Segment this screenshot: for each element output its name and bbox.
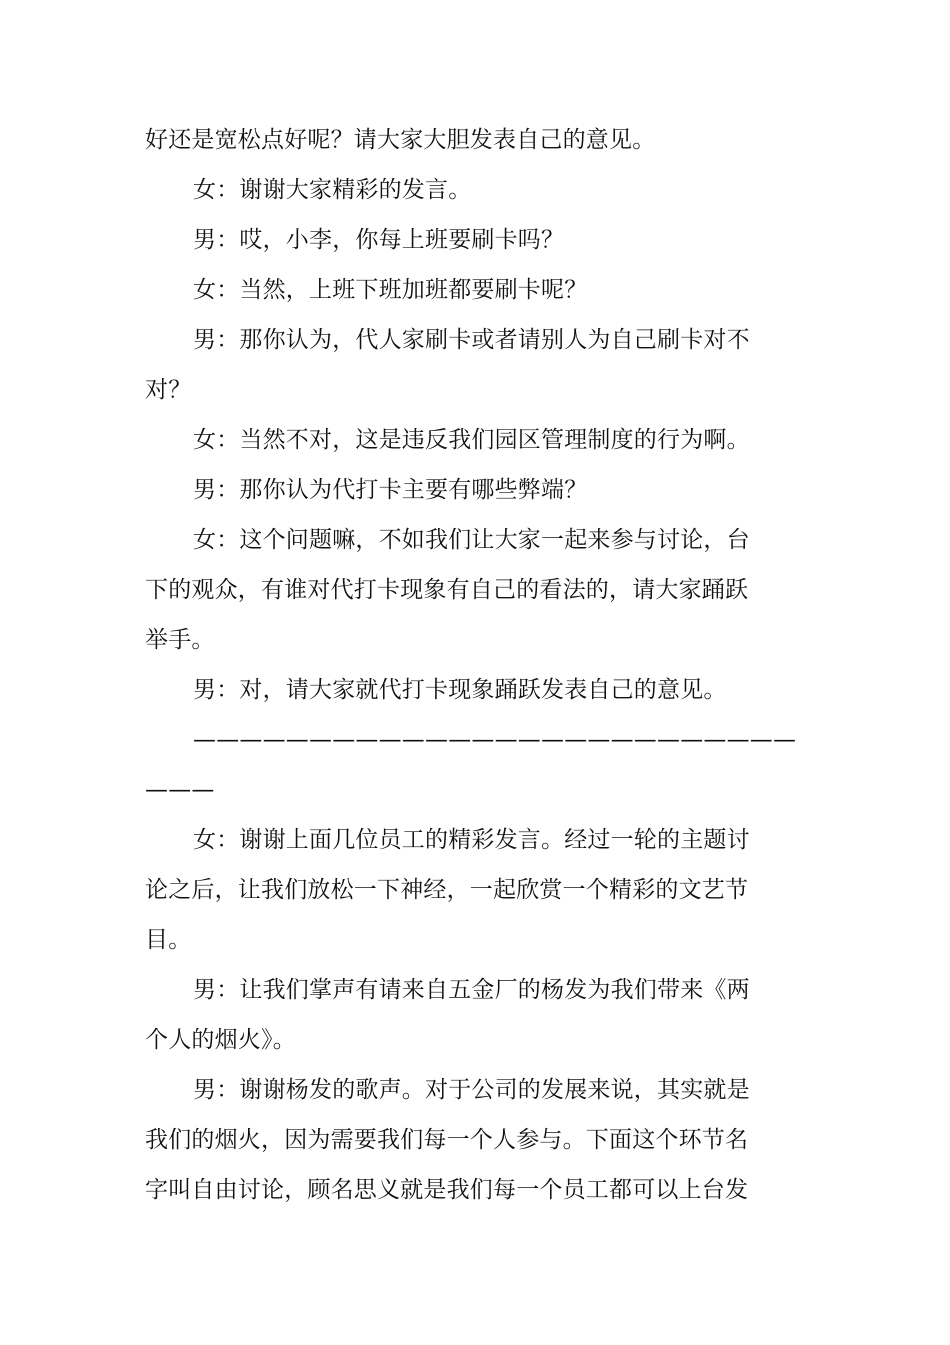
dialogue-line: [145, 415, 750, 465]
text-line: 我们的烟火，因为需要我们每一个人参与。下面这个环节名: [145, 1127, 749, 1153]
dialogue-line: [145, 165, 745, 215]
text-line: 男：那你认为代打卡主要有哪些弊端？: [193, 477, 588, 503]
text-line: 字叫自由讨论，顾名思义就是我们每一个员工都可以上台发: [145, 1177, 749, 1203]
text-line: 女：谢谢大家精彩的发言。: [193, 177, 472, 203]
text-line: 女：这个问题嘛，不如我们让大家一起来参与讨论，台: [193, 527, 750, 553]
separator-line: [145, 715, 797, 815]
dialogue-line: [145, 665, 745, 715]
text-line: 男：谢谢杨发的歌声。对于公司的发展来说，其实就是: [193, 1077, 750, 1103]
text-line: 女：当然，上班下班加班都要刷卡呢？: [193, 277, 588, 303]
text-line: 下的观众，有谁对代打卡现象有自己的看法的，请大家踊跃: [145, 577, 749, 603]
text-line: 个人的烟火》。: [145, 1027, 296, 1053]
text-line: 对？: [145, 377, 192, 403]
dialogue-line: [145, 315, 750, 415]
dialogue-line: [145, 1065, 750, 1215]
text-line: 男：那你认为，代人家刷卡或者请别人为自己刷卡对不: [193, 327, 750, 353]
dialogue-line: [145, 465, 745, 515]
dialogue-line: [145, 815, 750, 965]
text-line: 女：谢谢上面几位员工的精彩发言。经过一轮的主题讨: [193, 827, 750, 853]
dialogue-line: [145, 265, 745, 315]
text-line: 论之后，让我们放松一下神经，一起欣赏一个精彩的文艺节: [145, 877, 749, 903]
dash-separator: ———: [145, 777, 215, 803]
dialogue-line: [145, 515, 750, 665]
text-line: 目。: [145, 927, 192, 953]
text-line: 男：哎，小李，你每上班要刷卡吗？: [193, 227, 565, 253]
text-line: 举手。: [145, 627, 215, 653]
document-body: [145, 115, 797, 1215]
text-line: 男：让我们掌声有请来自五金厂的杨发为我们带来《两: [193, 977, 750, 1003]
dash-separator: ——————————————————————————: [193, 727, 797, 753]
dialogue-line: [145, 965, 750, 1065]
paragraph: [145, 115, 745, 165]
text-line: 男：对，请大家就代打卡现象踊跃发表自己的意见。: [193, 677, 727, 703]
text-line: 好还是宽松点好呢？请大家大胆发表自己的意见。: [145, 127, 656, 153]
dialogue-line: [145, 215, 745, 265]
text-line: 女：当然不对，这是违反我们园区管理制度的行为啊。: [193, 427, 750, 453]
